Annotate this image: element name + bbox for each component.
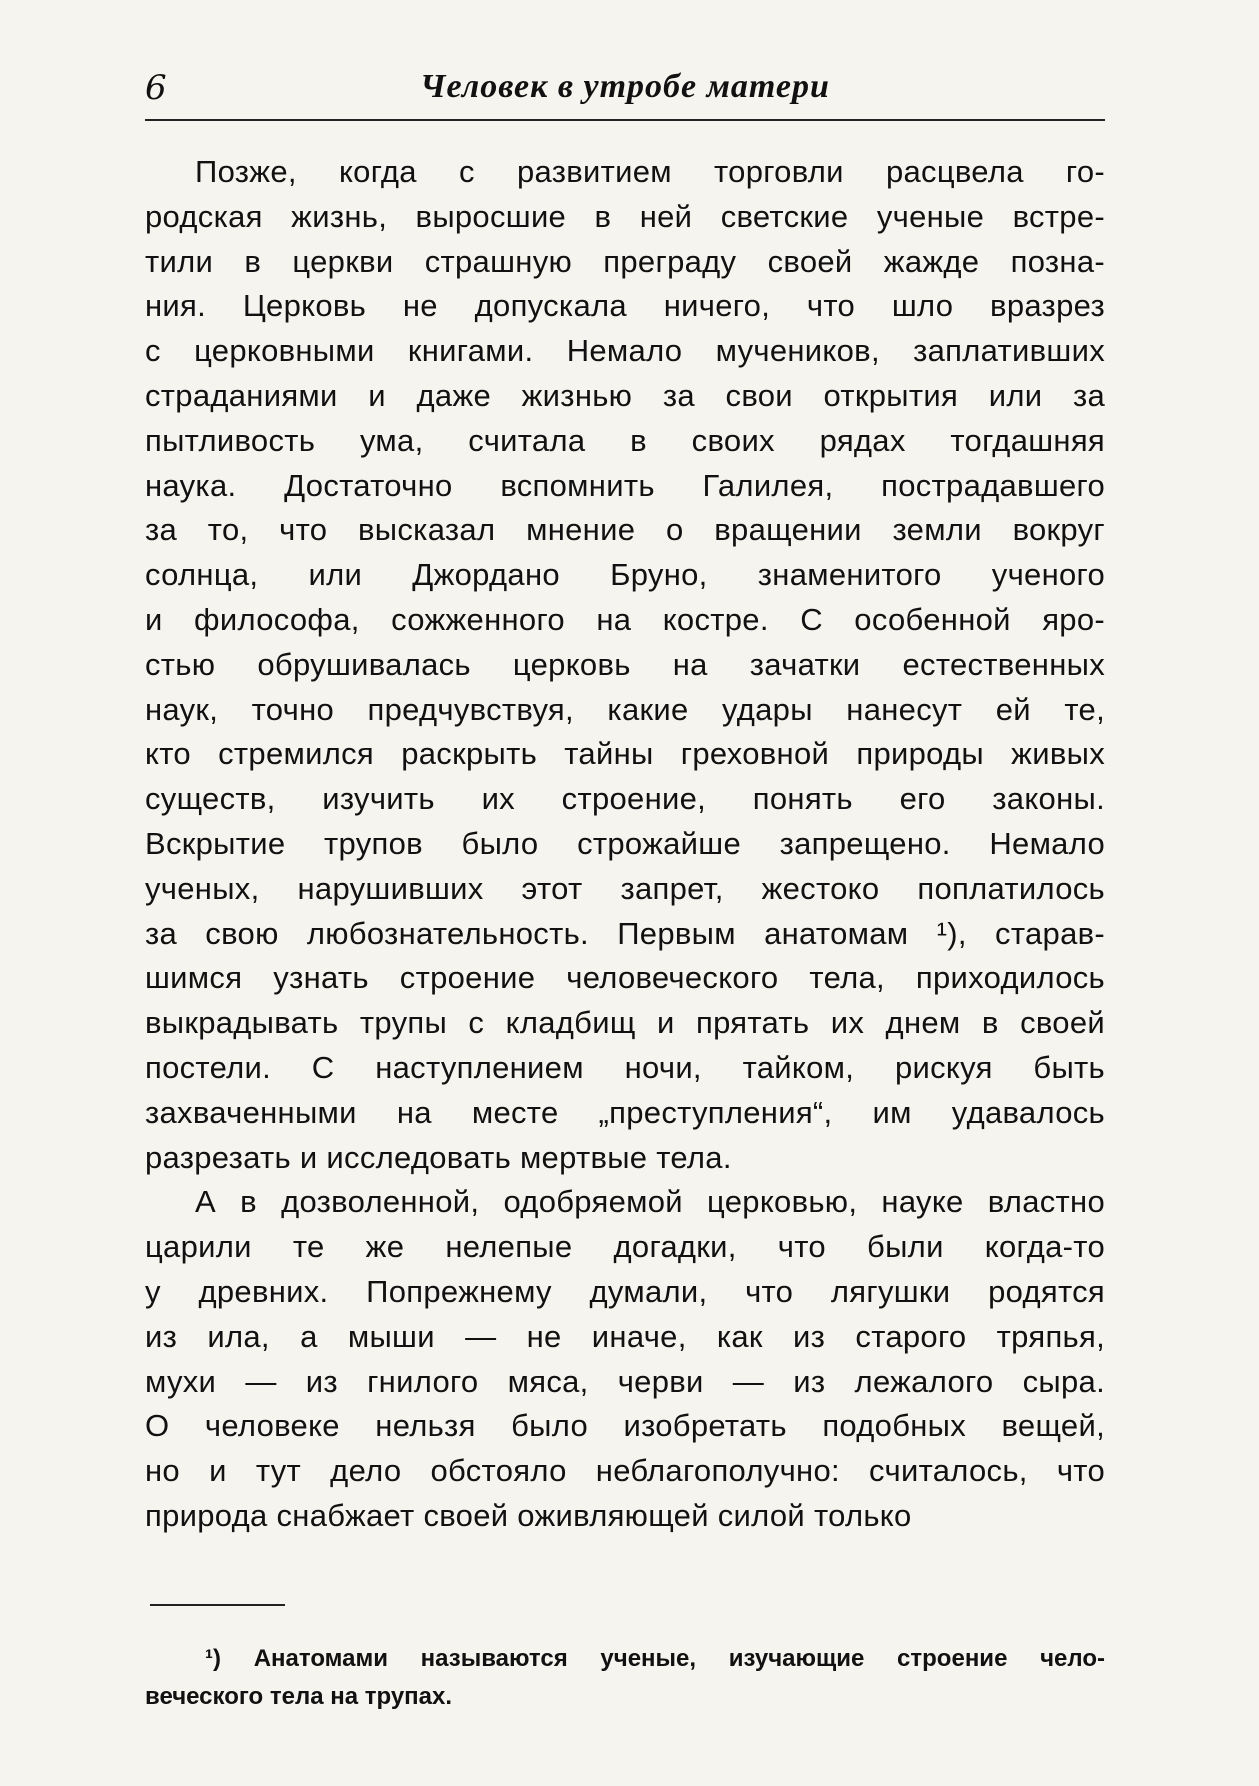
text-line: ученых, нарушивших этот запрет, жестоко поплатилось [145, 870, 1105, 906]
paragraph [145, 1180, 1105, 1538]
text-line: шимся узнать строение человеческого тела, приходилось [145, 960, 1105, 996]
text-line: захваченными на месте „преступления“, им удавалось [145, 1094, 1105, 1130]
text-line: ния. Церковь не допускала ничего, что шло вразрез [145, 288, 1105, 324]
running-head-title: Человек в утробе матери [420, 68, 830, 105]
text-line: из ила, а мыши — не иначе, как из старого тряпья, [145, 1318, 1105, 1354]
text-line: стью обрушивалась церковь на зачатки естественных [145, 646, 1105, 682]
footnote-line: веческого тела на трупах. [145, 1683, 453, 1710]
running-head [145, 58, 1105, 118]
paragraph [145, 150, 1105, 1180]
text-line: наука. Достаточно вспомнить Галилея, пострадавшего [145, 467, 1105, 503]
text-line: но и тут дело обстояло неблагополучно: считалось, что [145, 1453, 1105, 1489]
page-number: 6 [145, 68, 167, 108]
text-line: у древних. Попрежнему думали, что лягушки родятся [145, 1273, 1105, 1309]
text-line: кто стремился раскрыть тайны греховной природы живых [145, 736, 1105, 772]
text-line: царили те же нелепые догадки, что были когда-то [145, 1229, 1105, 1265]
text-line: Позже, когда с развитием торговли расцвела го- [195, 154, 1105, 189]
text-line: Вскрытие трупов было строжайше запрещено. Немало [145, 825, 1105, 861]
text-line: выкрадывать трупы с кладбищ и прятать их днем в своей [145, 1005, 1105, 1041]
footnote-line: ¹) Анатомами называются ученые, изучающие строение чело- [205, 1645, 1105, 1672]
text-line: постели. С наступлением ночи, тайком, рискуя быть [145, 1049, 1105, 1085]
text-line: и философа, сожженного на костре. С особенной яро- [145, 601, 1105, 637]
text-line: природа снабжает своей оживляющей силой только [145, 1497, 912, 1533]
text-line: родская жизнь, выросшие в ней светские ученые встре- [145, 198, 1105, 234]
text-line: страданиями и даже жизнью за свои открытия или за [145, 377, 1105, 413]
footnote [145, 1640, 1105, 1716]
text-line: разрезать и исследовать мертвые тела. [145, 1139, 732, 1175]
footnote-rule [150, 1604, 285, 1606]
text-line: О человеке нельзя было изобретать подобных вещей, [145, 1408, 1105, 1444]
text-line: за то, что высказал мнение о вращении земли вокруг [145, 512, 1105, 548]
text-line: тили в церкви страшную преграду своей жажде позна- [145, 243, 1105, 279]
main-text [145, 150, 1105, 1539]
text-line: мухи — из гнилого мяса, черви — из лежалого сыра. [145, 1363, 1105, 1399]
header-rule [145, 119, 1105, 121]
text-line: за свою любознательность. Первым анатомам ¹), старав- [145, 915, 1105, 951]
text-line: существ, изучить их строение, понять его законы. [145, 781, 1105, 817]
text-line: солнца, или Джордано Бруно, знаменитого ученого [145, 557, 1105, 593]
text-line: с церковными книгами. Немало мучеников, заплативших [145, 333, 1105, 369]
text-line: пытливость ума, считала в своих рядах тогдашняя [145, 422, 1105, 458]
text-line: наук, точно предчувствуя, какие удары нанесут ей те, [145, 691, 1105, 727]
text-line: А в дозволенной, одобряемой церковью, науке властно [195, 1184, 1105, 1220]
